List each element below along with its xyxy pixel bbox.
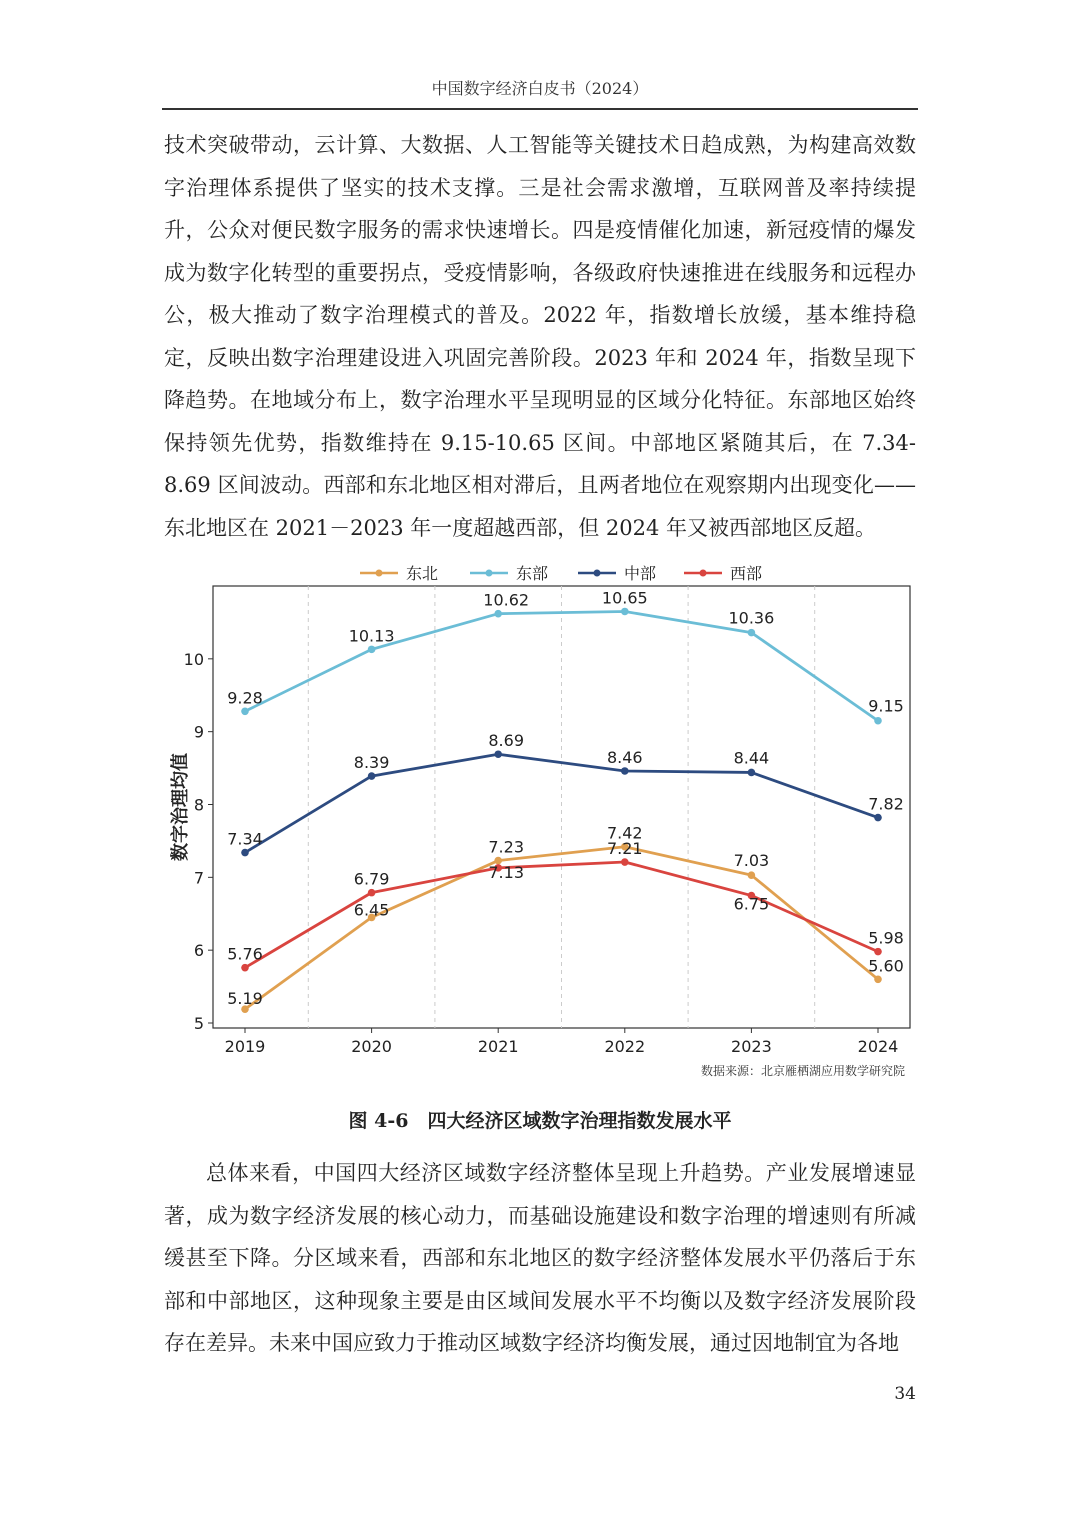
legend-label: 东部 [516, 564, 549, 583]
x-tick-label: 2022 [604, 1037, 646, 1056]
chart-svg [160, 556, 920, 1086]
data-label: 7.34 [227, 829, 263, 849]
data-label: 5.60 [868, 956, 904, 976]
chart-series [227, 588, 904, 1012]
x-axis [225, 1028, 899, 1056]
y-axis-label: 数字治理均值 [170, 753, 191, 861]
data-label: 8.69 [488, 731, 525, 751]
data-label: 7.82 [868, 794, 904, 814]
legend-swatch-marker [376, 570, 383, 577]
data-point [241, 849, 249, 857]
data-label: 9.28 [227, 688, 263, 708]
data-label: 7.42 [606, 823, 643, 843]
y-tick-label: 8 [193, 795, 204, 815]
legend-label: 中部 [624, 564, 657, 583]
data-label: 10.13 [348, 626, 395, 646]
series-group [227, 731, 904, 859]
data-point [368, 889, 376, 897]
data-point [494, 610, 502, 618]
chart [160, 556, 920, 1086]
legend-label: 西部 [730, 564, 763, 583]
data-label: 7.21 [606, 839, 643, 859]
y-tick-label: 7 [193, 868, 204, 888]
legend-swatch-marker [486, 570, 493, 577]
chart-grid [308, 586, 814, 1028]
data-label: 8.44 [733, 748, 770, 768]
x-tick-label: 2024 [857, 1037, 899, 1056]
series-line [245, 847, 878, 1009]
data-label: 6.75 [733, 894, 770, 914]
figure-caption: 图 4-6 四大经济区域数字治理指数发展水平 [348, 1110, 732, 1132]
data-label: 8.46 [606, 747, 643, 767]
data-label: 5.76 [227, 944, 263, 964]
data-point [748, 769, 756, 777]
data-point [368, 646, 376, 654]
data-label: 8.39 [353, 753, 390, 773]
data-point [241, 707, 249, 715]
paragraph-1-text: 技术突破带动，云计算、大数据、人工智能等关键技术日趋成熟，为构建高效数字治理体系提供了坚实的技术支撑。三是社会需求激增，互联网普及率持续提升，公众对便民数字服务的需求快速增长。四是疫情催化加速，新冠疫情的爆发成为数字化转型的重要拐点，受疫情影响，各级政府快速推进在线服务和远程办公，极大推动了数字治理模式的普及。2022 年，指数增长放缓，基本维持稳定，反映出数字治理建设进入巩固完善阶段。2023 年和 2024 年，指数呈现下降趋势。在地域分布上，数字治理水平呈现明显的区域分化特征。东部地区始终保持领先优势，指数维持在 9.15-10.65 区间。中部地区紧随其后，在 7.34-8.69 区间波动。西部和东北地区相对滞后，且两者地位在观察期内出现变化——东北地区在 2021－2023 年一度超越西部，但 2024 年又被西部地区反超。 [164, 133, 916, 540]
x-tick-label: 2019 [224, 1037, 266, 1056]
data-label: 7.23 [488, 837, 525, 857]
y-tick-label: 9 [193, 722, 204, 742]
data-label: 7.03 [733, 851, 770, 871]
y-tick-label: 5 [193, 1014, 204, 1033]
data-label: 10.65 [601, 588, 648, 608]
data-label: 9.15 [868, 696, 904, 716]
data-point [621, 858, 629, 866]
paragraph-2 [164, 1152, 916, 1365]
source-note: 数据来源：北京雁栖湖应用数学研究院 [700, 1064, 905, 1078]
data-point [874, 814, 882, 822]
header-rule [162, 108, 918, 110]
data-label: 6.79 [353, 869, 390, 889]
data-point [874, 717, 882, 725]
paragraph-2-text: 总体来看，中国四大经济区域数字经济整体呈现上升趋势。产业发展增速显著，成为数字经济发展的核心动力，而基础设施建设和数字治理的增速则有所减缓甚至下降。分区域来看，西部和东北地区的数字经济整体发展水平仍落后于东部和中部地区，这种现象主要是由区域间发展水平不均衡以及数字经济发展阶段存在差异。未来中国应致力于推动区域数字经济均衡发展，通过因地制宜为各地 [164, 1161, 916, 1355]
data-point [241, 964, 249, 972]
page-number: 34 [894, 1384, 916, 1404]
chart-legend [360, 564, 762, 583]
y-tick-label: 6 [193, 941, 204, 961]
data-point [748, 871, 756, 879]
legend-swatch-marker [700, 570, 707, 577]
data-point [874, 948, 882, 956]
paragraph-1 [164, 124, 916, 549]
data-point [494, 750, 502, 758]
data-point [874, 976, 882, 984]
data-point [368, 772, 376, 780]
header-title: 中国数字经济白皮书（2024） [431, 79, 649, 98]
x-tick-label: 2021 [477, 1037, 519, 1056]
data-label: 10.36 [728, 608, 775, 628]
data-label: 7.13 [488, 862, 525, 882]
legend-swatch-marker [594, 570, 601, 577]
data-label: 5.19 [227, 989, 263, 1009]
legend-label: 东北 [406, 564, 439, 583]
data-point [621, 608, 629, 616]
data-label: 10.62 [483, 590, 530, 610]
data-point [621, 767, 629, 775]
x-tick-label: 2020 [351, 1037, 392, 1056]
data-point [748, 629, 756, 637]
x-tick-label: 2023 [731, 1037, 772, 1056]
y-tick-label: 10 [183, 649, 204, 669]
data-label: 5.98 [868, 928, 904, 948]
data-label: 6.45 [353, 900, 390, 920]
series-group [227, 839, 904, 971]
series-group [227, 588, 904, 724]
